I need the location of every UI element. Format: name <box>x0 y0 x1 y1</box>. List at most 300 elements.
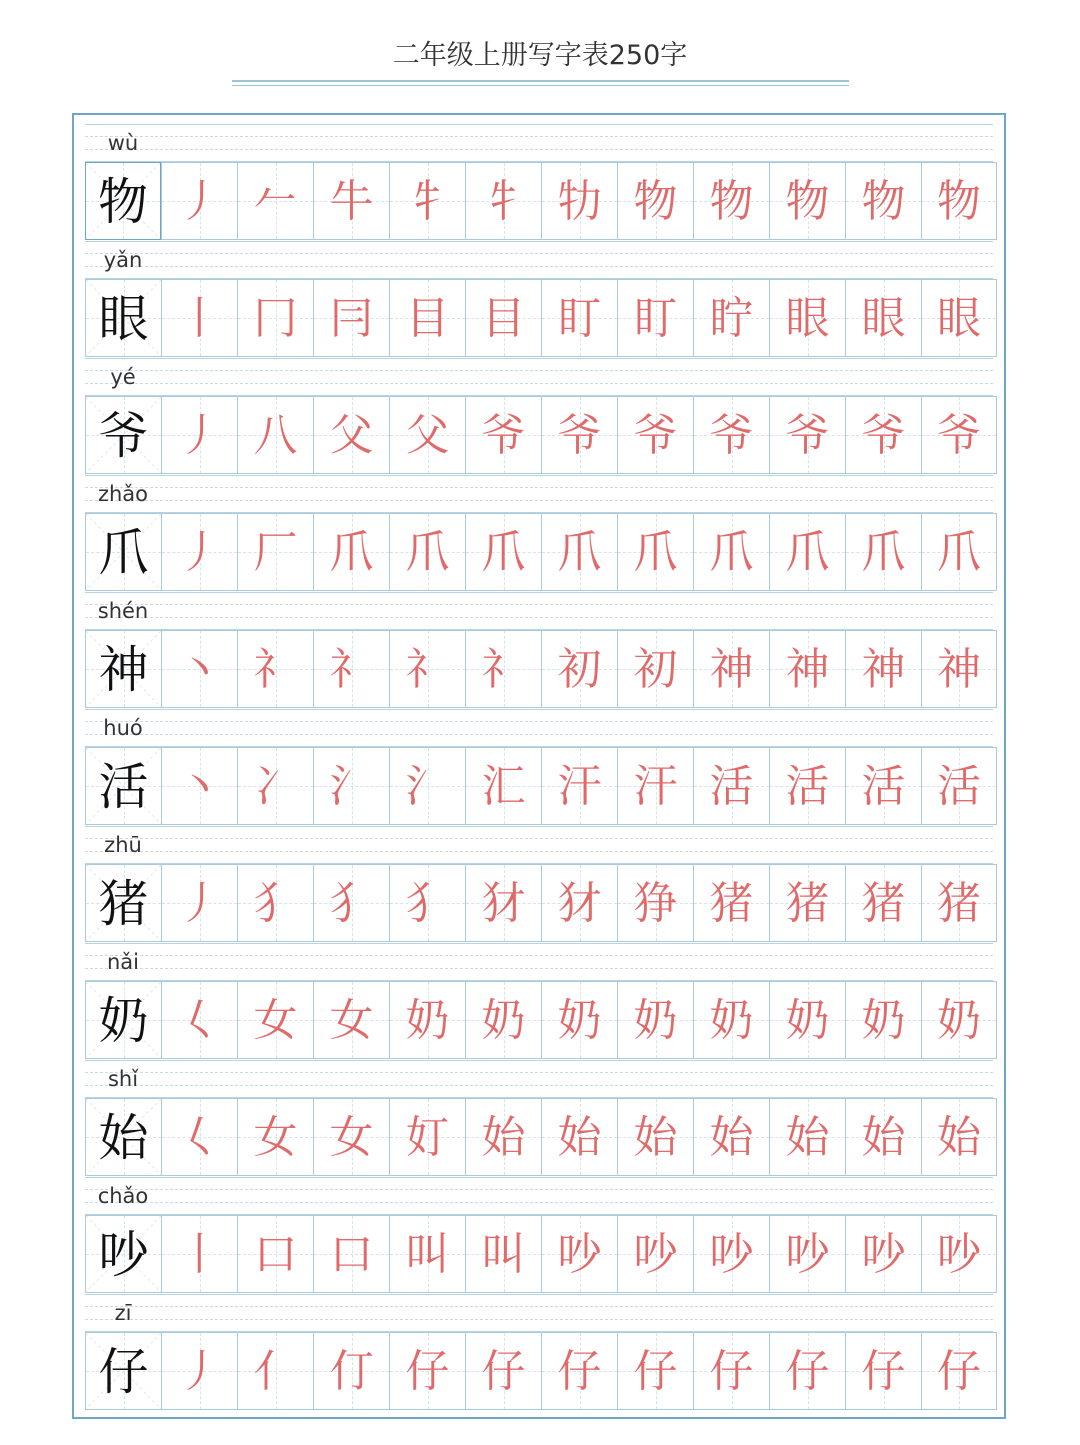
stroke-step-character: 奶 <box>557 995 602 1046</box>
pinyin-guide-line <box>85 475 993 476</box>
pinyin-band <box>85 1177 993 1215</box>
stroke-step-character: 仔 <box>557 1346 602 1397</box>
stroke-step-character: 叫 <box>405 1229 450 1280</box>
stroke-step-character: 猪 <box>785 878 830 929</box>
stroke-step-character: 爷 <box>633 410 678 461</box>
model-character: 活 <box>98 758 149 816</box>
pinyin-guide-line <box>85 1072 993 1073</box>
character-cells <box>85 864 993 942</box>
stroke-step-character: 活 <box>709 761 754 812</box>
stroke-step-cell <box>693 162 769 240</box>
stroke-step-cell <box>921 513 997 591</box>
stroke-step-character: 奶 <box>481 995 526 1046</box>
pinyin-guide-line <box>85 136 993 137</box>
model-character: 始 <box>98 1109 149 1167</box>
stroke-step-character: 仔 <box>937 1346 981 1397</box>
stroke-step-cell <box>161 1215 237 1293</box>
stroke-step-cell <box>313 747 389 825</box>
stroke-step-character: 物 <box>937 176 981 227</box>
stroke-step-character: 爷 <box>785 410 830 461</box>
pinyin-guide-line <box>85 1177 993 1178</box>
stroke-step-cell <box>237 396 313 474</box>
practice-row <box>85 943 993 1060</box>
stroke-step-cell <box>541 864 617 942</box>
pinyin-guide-line <box>85 1189 993 1190</box>
stroke-step-character: 丶 <box>177 761 222 812</box>
stroke-step-character: 吵 <box>633 1229 678 1280</box>
pinyin-label: shǐ <box>107 1067 139 1091</box>
stroke-step-cell <box>769 1215 845 1293</box>
stroke-step-cell <box>769 396 845 474</box>
stroke-step-cell <box>921 864 997 942</box>
stroke-step-character: 爪 <box>861 527 906 578</box>
stroke-step-character: 父 <box>329 410 374 461</box>
stroke-step-cell <box>845 279 921 357</box>
stroke-step-cell <box>465 162 541 240</box>
stroke-step-cell <box>541 279 617 357</box>
stroke-step-cell <box>237 630 313 708</box>
practice-row <box>85 124 993 241</box>
stroke-step-cell <box>921 981 997 1059</box>
stroke-step-cell <box>389 630 465 708</box>
stroke-step-cell <box>541 981 617 1059</box>
stroke-step-cell <box>161 1332 237 1410</box>
stroke-step-character: 眼 <box>785 293 830 344</box>
pinyin-band <box>85 826 993 864</box>
model-character: 仔 <box>98 1343 149 1401</box>
stroke-step-cell <box>617 1215 693 1293</box>
pinyin-guide-line <box>85 1319 993 1320</box>
pinyin-guide-line <box>85 487 993 488</box>
stroke-step-character: 眼 <box>861 293 906 344</box>
stroke-step-cell <box>237 747 313 825</box>
stroke-step-cell <box>313 864 389 942</box>
stroke-step-character: 女 <box>253 1112 298 1163</box>
stroke-step-cell <box>465 513 541 591</box>
stroke-step-character: 目 <box>481 293 526 344</box>
stroke-step-cell <box>617 1332 693 1410</box>
pinyin-band <box>85 592 993 630</box>
stroke-step-character: 爪 <box>785 527 830 578</box>
stroke-step-character: 仔 <box>861 1346 906 1397</box>
stroke-step-character: 吵 <box>709 1229 754 1280</box>
stroke-step-character: 奶 <box>937 995 981 1046</box>
stroke-step-character: 始 <box>557 1112 602 1163</box>
stroke-step-cell <box>845 981 921 1059</box>
stroke-step-cell <box>693 1332 769 1410</box>
model-character: 神 <box>98 641 149 699</box>
stroke-step-character: 爪 <box>481 527 526 578</box>
writing-sheet <box>72 113 1006 1419</box>
stroke-step-cell <box>237 1098 313 1176</box>
pinyin-band <box>85 475 993 513</box>
stroke-step-character: 丿 <box>177 176 222 227</box>
stroke-step-cell <box>541 630 617 708</box>
stroke-step-character: 盯 <box>557 293 602 344</box>
model-character-cell <box>85 1215 161 1293</box>
stroke-step-cell <box>693 630 769 708</box>
stroke-step-cell <box>161 279 237 357</box>
stroke-step-cell <box>845 1098 921 1176</box>
stroke-step-cell <box>921 747 997 825</box>
character-cells <box>85 162 993 240</box>
model-character: 奶 <box>98 992 149 1050</box>
stroke-step-cell <box>465 630 541 708</box>
pinyin-label: huó <box>103 716 143 740</box>
stroke-step-cell <box>161 864 237 942</box>
pinyin-band <box>85 241 993 279</box>
stroke-step-character: 汗 <box>633 761 678 812</box>
stroke-step-character: 冃 <box>329 293 374 344</box>
character-cells <box>85 1332 993 1410</box>
stroke-step-cell <box>313 1332 389 1410</box>
pinyin-label: yǎn <box>103 248 143 272</box>
pinyin-guide-line <box>85 592 993 593</box>
pinyin-label: shén <box>97 599 149 623</box>
character-cells <box>85 1098 993 1176</box>
stroke-step-character: 狰 <box>633 878 678 929</box>
stroke-step-cell <box>237 1215 313 1293</box>
model-character: 爷 <box>98 407 149 465</box>
model-character-cell <box>85 513 161 591</box>
stroke-step-cell <box>313 162 389 240</box>
stroke-step-cell <box>769 1332 845 1410</box>
stroke-step-character: 物 <box>633 176 678 227</box>
stroke-step-cell <box>693 1098 769 1176</box>
stroke-step-character: 牛 <box>329 176 374 227</box>
stroke-step-cell <box>237 513 313 591</box>
stroke-step-cell <box>693 279 769 357</box>
stroke-step-cell <box>617 396 693 474</box>
stroke-step-cell <box>313 1215 389 1293</box>
stroke-step-cell <box>921 162 997 240</box>
character-cells <box>85 513 993 591</box>
pinyin-band <box>85 943 993 981</box>
stroke-step-cell <box>769 747 845 825</box>
stroke-step-character: 眼 <box>937 293 981 344</box>
stroke-step-cell <box>693 747 769 825</box>
stroke-step-character: 礻 <box>253 644 298 695</box>
stroke-step-cell <box>161 396 237 474</box>
pinyin-guide-line <box>85 721 993 722</box>
stroke-step-cell <box>541 162 617 240</box>
stroke-step-character: 猪 <box>709 878 754 929</box>
stroke-step-character: 丿 <box>177 878 222 929</box>
stroke-step-cell <box>845 513 921 591</box>
stroke-step-character: 爪 <box>709 527 754 578</box>
stroke-step-cell <box>161 1098 237 1176</box>
pinyin-guide-line <box>85 838 993 839</box>
stroke-step-cell <box>541 1098 617 1176</box>
stroke-step-cell <box>617 981 693 1059</box>
pinyin-guide-line <box>85 851 993 852</box>
stroke-step-character: 仔 <box>785 1346 830 1397</box>
stroke-step-character: 礻 <box>481 644 526 695</box>
stroke-step-character: 冂 <box>253 293 298 344</box>
stroke-step-character: 汇 <box>481 761 526 812</box>
stroke-step-character: 父 <box>405 410 450 461</box>
stroke-step-character: 女 <box>253 995 298 1046</box>
stroke-step-cell <box>921 396 997 474</box>
stroke-step-character: 丿 <box>177 527 222 578</box>
title-underline <box>232 80 849 82</box>
stroke-step-cell <box>617 864 693 942</box>
stroke-step-cell <box>465 1215 541 1293</box>
stroke-step-character: 爪 <box>937 527 981 578</box>
pinyin-band <box>85 1294 993 1332</box>
pinyin-label: nǎi <box>106 950 139 974</box>
stroke-step-character: 始 <box>785 1112 830 1163</box>
stroke-step-character: 八 <box>253 410 298 461</box>
stroke-step-character: 初 <box>633 644 678 695</box>
stroke-step-cell <box>845 162 921 240</box>
pinyin-guide-line <box>85 149 993 150</box>
stroke-step-cell <box>313 1098 389 1176</box>
stroke-step-cell <box>313 279 389 357</box>
stroke-step-cell <box>921 1332 997 1410</box>
stroke-step-cell <box>617 162 693 240</box>
stroke-step-character: 奶 <box>709 995 754 1046</box>
stroke-step-cell <box>465 396 541 474</box>
stroke-step-character: 丨 <box>177 1229 222 1280</box>
stroke-step-cell <box>389 513 465 591</box>
stroke-step-character: 仔 <box>709 1346 754 1397</box>
stroke-step-character: 爷 <box>861 410 906 461</box>
pinyin-guide-line <box>85 734 993 735</box>
practice-row <box>85 709 993 826</box>
stroke-step-character: 礻 <box>405 644 450 695</box>
stroke-step-character: 眝 <box>709 293 754 344</box>
stroke-step-character: 始 <box>709 1112 754 1163</box>
stroke-step-cell <box>845 864 921 942</box>
stroke-step-cell <box>693 864 769 942</box>
model-character-cell <box>85 396 161 474</box>
character-cells <box>85 396 993 474</box>
stroke-step-character: 爪 <box>405 527 450 578</box>
stroke-step-cell <box>161 981 237 1059</box>
stroke-step-cell <box>769 1098 845 1176</box>
stroke-step-character: 奶 <box>405 995 450 1046</box>
stroke-step-character: 奶 <box>861 995 906 1046</box>
stroke-step-cell <box>389 747 465 825</box>
pinyin-guide-line <box>85 500 993 501</box>
pinyin-label: zhū <box>104 833 142 857</box>
stroke-step-character: 奶 <box>785 995 830 1046</box>
stroke-step-character: 犭 <box>329 878 374 929</box>
stroke-step-character: 亻 <box>253 1346 298 1397</box>
stroke-step-character: 目 <box>405 293 450 344</box>
stroke-step-cell <box>845 396 921 474</box>
stroke-step-cell <box>389 1332 465 1410</box>
practice-row <box>85 475 993 592</box>
stroke-step-cell <box>617 1098 693 1176</box>
stroke-step-cell <box>237 864 313 942</box>
stroke-step-cell <box>389 162 465 240</box>
stroke-step-character: 神 <box>861 644 906 695</box>
stroke-step-cell <box>313 630 389 708</box>
pinyin-label: zī <box>114 1301 132 1325</box>
stroke-step-cell <box>313 981 389 1059</box>
character-cells <box>85 1215 993 1293</box>
stroke-step-character: 初 <box>557 644 602 695</box>
stroke-step-character: 丶 <box>177 644 222 695</box>
stroke-step-character: 牜 <box>481 176 526 227</box>
stroke-step-cell <box>389 864 465 942</box>
model-character-cell <box>85 747 161 825</box>
stroke-step-cell <box>617 279 693 357</box>
model-character-cell <box>85 1098 161 1176</box>
pinyin-guide-line <box>85 253 993 254</box>
stroke-step-character: 𡿨 <box>177 1112 222 1163</box>
stroke-step-character: 物 <box>861 176 906 227</box>
stroke-step-character: 物 <box>785 176 830 227</box>
stroke-step-cell <box>541 513 617 591</box>
stroke-step-cell <box>541 1215 617 1293</box>
stroke-step-character: 犲 <box>481 878 526 929</box>
stroke-step-character: 犭 <box>405 878 450 929</box>
pinyin-label: wù <box>107 131 139 155</box>
stroke-step-character: 牜 <box>405 176 450 227</box>
stroke-step-cell <box>541 1332 617 1410</box>
stroke-step-character: 活 <box>785 761 830 812</box>
character-cells <box>85 279 993 357</box>
stroke-step-cell <box>769 864 845 942</box>
stroke-step-character: 吵 <box>557 1229 602 1280</box>
pinyin-guide-line <box>85 968 993 969</box>
character-cells <box>85 747 993 825</box>
stroke-step-character: 丨 <box>177 293 222 344</box>
stroke-step-cell <box>389 279 465 357</box>
pinyin-guide-line <box>85 1294 993 1295</box>
model-character-cell <box>85 981 161 1059</box>
stroke-step-character: 猪 <box>861 878 906 929</box>
pinyin-guide-line <box>85 1306 993 1307</box>
stroke-step-character: 女 <box>329 1112 374 1163</box>
stroke-step-character: 盯 <box>633 293 678 344</box>
stroke-step-cell <box>845 630 921 708</box>
stroke-step-cell <box>693 513 769 591</box>
stroke-step-cell <box>465 864 541 942</box>
stroke-step-character: 仔 <box>405 1346 450 1397</box>
stroke-step-cell <box>921 1098 997 1176</box>
model-character-cell <box>85 630 161 708</box>
pinyin-label: zhǎo <box>97 482 149 506</box>
pinyin-guide-line <box>85 1060 993 1061</box>
stroke-step-character: 氵 <box>405 761 450 812</box>
stroke-step-cell <box>313 513 389 591</box>
stroke-step-cell <box>465 279 541 357</box>
model-character-cell <box>85 279 161 357</box>
model-character: 物 <box>98 173 148 231</box>
stroke-step-cell <box>617 747 693 825</box>
stroke-step-character: 厂 <box>253 527 298 578</box>
stroke-step-character: 爪 <box>633 527 678 578</box>
stroke-step-cell <box>161 747 237 825</box>
stroke-step-cell <box>769 630 845 708</box>
stroke-step-character: 冫 <box>253 761 298 812</box>
page-title: 二年级上册写字表250字 <box>392 40 688 71</box>
stroke-step-character: 礻 <box>329 644 374 695</box>
pinyin-band <box>85 709 993 747</box>
stroke-step-character: 口 <box>253 1229 298 1280</box>
stroke-step-character: 爪 <box>329 527 374 578</box>
stroke-step-cell <box>465 1332 541 1410</box>
pinyin-guide-line <box>85 370 993 371</box>
stroke-step-character: 犭 <box>253 878 298 929</box>
pinyin-guide-line <box>85 617 993 618</box>
pinyin-guide-line <box>85 955 993 956</box>
stroke-step-character: 活 <box>861 761 906 812</box>
stroke-step-character: 仃 <box>329 1346 374 1397</box>
practice-row <box>85 1294 993 1411</box>
practice-row <box>85 1177 993 1294</box>
stroke-step-character: 牞 <box>557 176 602 227</box>
stroke-step-character: 爪 <box>557 527 602 578</box>
model-character-cell <box>85 864 161 942</box>
stroke-step-character: 𡿨 <box>177 995 222 1046</box>
pinyin-guide-line <box>85 241 993 242</box>
stroke-step-cell <box>237 981 313 1059</box>
stroke-step-character: 神 <box>937 644 981 695</box>
stroke-step-character: 神 <box>709 644 754 695</box>
pinyin-guide-line <box>85 943 993 944</box>
stroke-step-cell <box>541 747 617 825</box>
pinyin-guide-line <box>85 1202 993 1203</box>
model-character: 眼 <box>98 290 149 348</box>
pinyin-guide-line <box>85 709 993 710</box>
pinyin-guide-line <box>85 124 993 125</box>
pinyin-band <box>85 124 993 162</box>
pinyin-guide-line <box>85 358 993 359</box>
stroke-step-cell <box>389 1215 465 1293</box>
stroke-step-cell <box>845 747 921 825</box>
stroke-step-cell <box>769 513 845 591</box>
stroke-step-character: 始 <box>633 1112 678 1163</box>
practice-row <box>85 358 993 475</box>
stroke-step-character: 始 <box>937 1112 981 1163</box>
pinyin-label: yé <box>110 365 136 389</box>
stroke-step-character: 吵 <box>861 1229 906 1280</box>
stroke-step-character: 猪 <box>937 878 981 929</box>
pinyin-guide-line <box>85 604 993 605</box>
stroke-step-cell <box>161 513 237 591</box>
stroke-step-cell <box>389 981 465 1059</box>
stroke-step-character: 爷 <box>937 410 981 461</box>
stroke-step-character: 仔 <box>633 1346 678 1397</box>
stroke-step-character: 物 <box>709 176 754 227</box>
stroke-step-character: 吵 <box>785 1229 830 1280</box>
stroke-step-cell <box>617 630 693 708</box>
practice-row <box>85 592 993 709</box>
stroke-step-character: 汗 <box>557 761 602 812</box>
stroke-step-cell <box>845 1215 921 1293</box>
stroke-step-character: 仔 <box>481 1346 526 1397</box>
stroke-step-cell <box>693 1215 769 1293</box>
stroke-step-cell <box>465 747 541 825</box>
stroke-step-character: 氵 <box>329 761 374 812</box>
stroke-step-cell <box>769 279 845 357</box>
model-character: 爪 <box>98 524 149 582</box>
stroke-step-character: 始 <box>861 1112 906 1163</box>
stroke-step-cell <box>237 279 313 357</box>
model-character: 猪 <box>98 875 149 933</box>
stroke-step-cell <box>237 1332 313 1410</box>
character-cells <box>85 630 993 708</box>
stroke-step-cell <box>921 1215 997 1293</box>
stroke-step-cell <box>389 1098 465 1176</box>
stroke-step-character: 吵 <box>937 1229 981 1280</box>
practice-row <box>85 241 993 358</box>
